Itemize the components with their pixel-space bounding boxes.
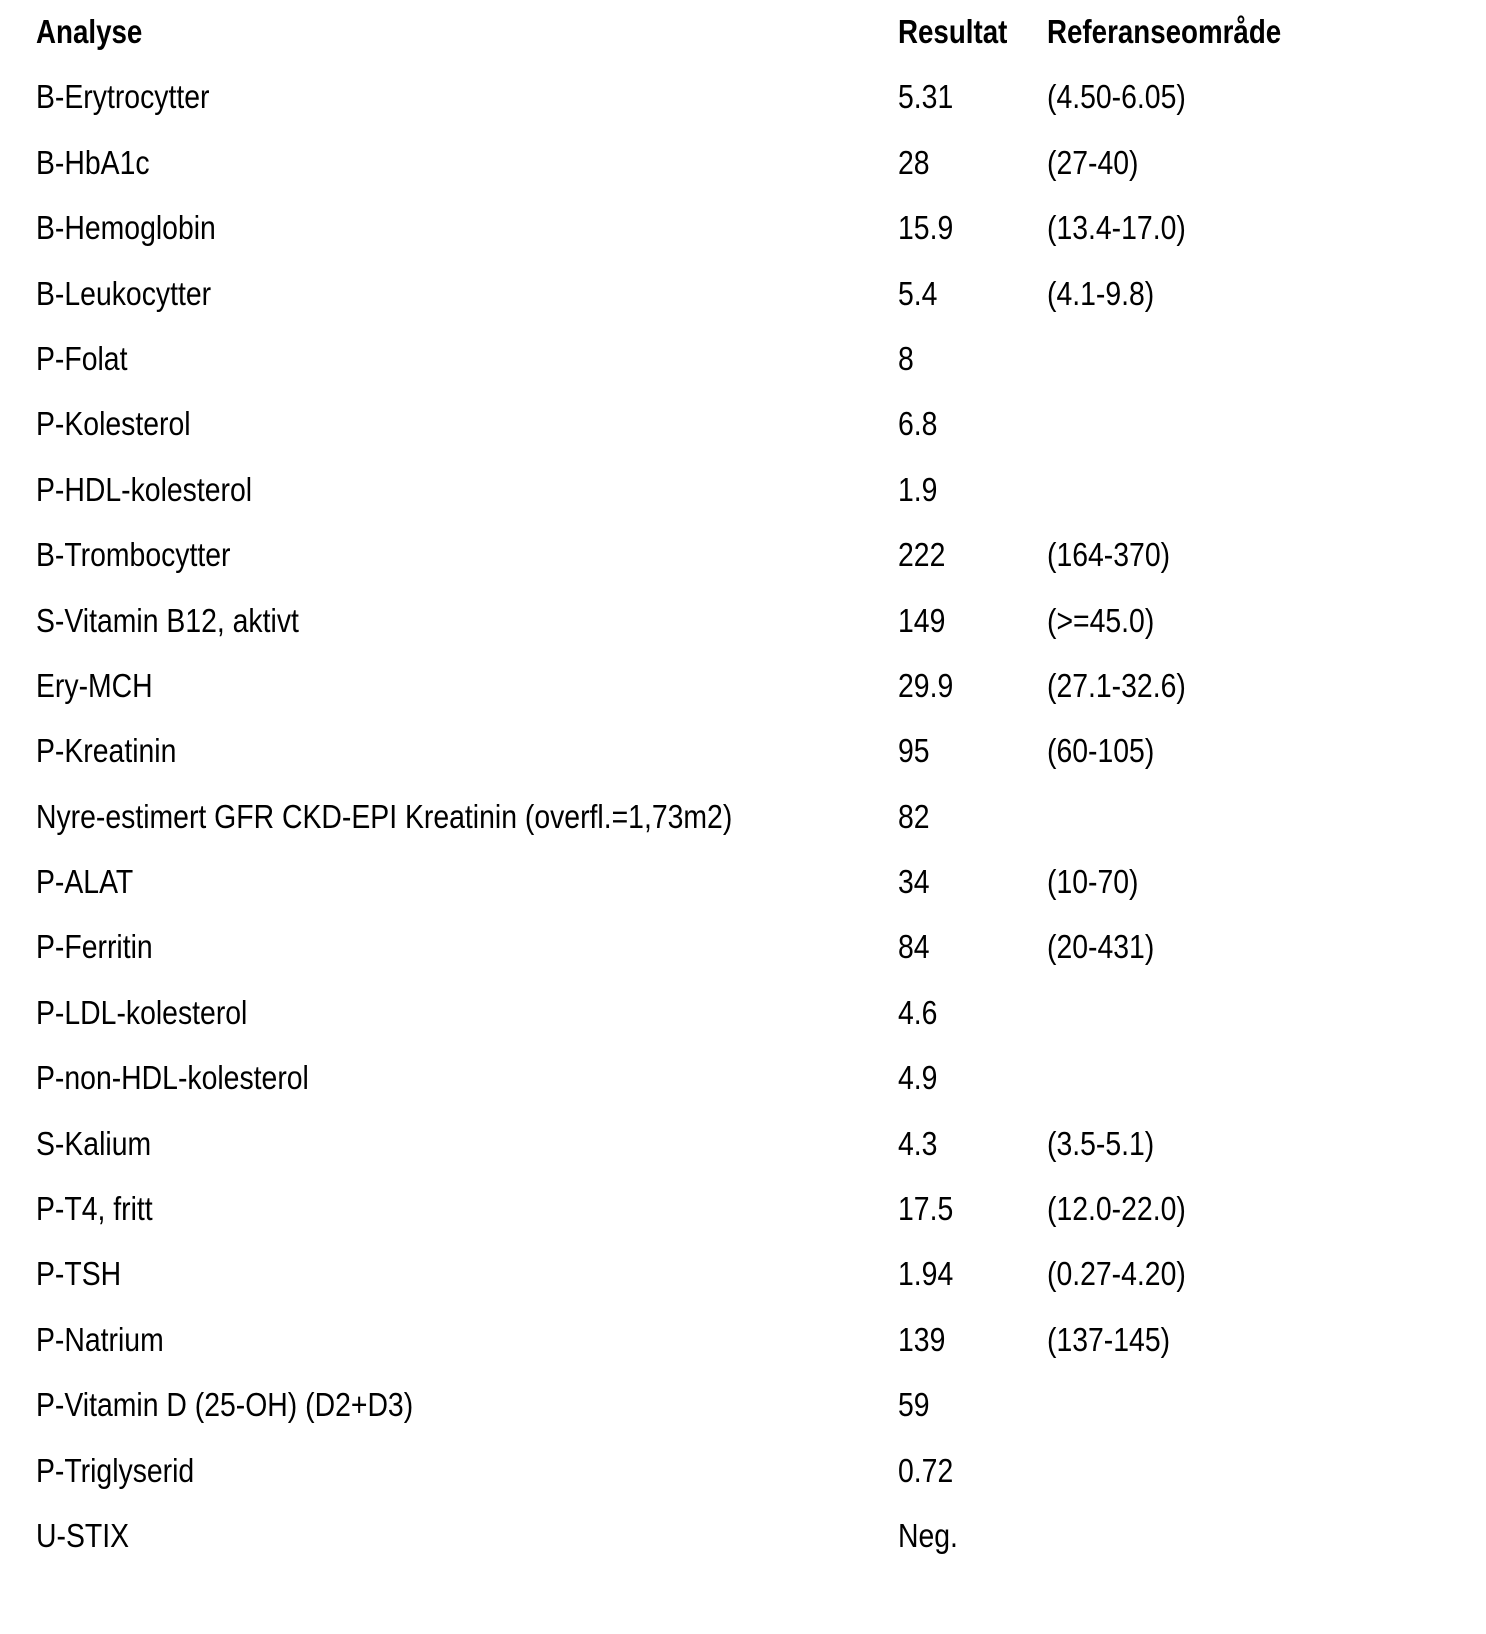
table-row [0,1112,1486,1177]
cell-analysis: P-Folat [36,339,128,377]
cell-analysis: Nyre-estimert GFR CKD-EPI Kreatinin (overfl.=1,73m2) [36,797,733,835]
cell-reference: (4.50-6.05) [1047,78,1186,116]
cell-reference: (13.4-17.0) [1047,209,1186,247]
table-row [0,131,1486,196]
cell-analysis: B-Erytrocytter [36,78,210,116]
cell-result: 17.5 [898,1190,954,1228]
cell-reference: (10-70) [1047,863,1139,901]
cell-analysis: Ery-MCH [36,666,153,704]
cell-result: 4.3 [898,1124,938,1162]
cell-result: 28 [898,143,930,181]
table-row [0,981,1486,1046]
cell-result: 82 [898,797,930,835]
cell-result: 1.94 [898,1255,954,1293]
cell-analysis: P-LDL-kolesterol [36,993,248,1031]
cell-analysis: P-Triglyserid [36,1451,195,1489]
table-row [0,1242,1486,1307]
cell-result: 4.6 [898,993,938,1031]
cell-analysis: P-Ferritin [36,928,153,966]
cell-result: 5.4 [898,274,938,312]
cell-result: 15.9 [898,209,954,247]
cell-reference: (164-370) [1047,536,1171,574]
table-row [0,654,1486,719]
cell-analysis: P-HDL-kolesterol [36,470,253,508]
header-reference: Referanseområde [1047,13,1282,50]
cell-analysis: P-non-HDL-kolesterol [36,1059,309,1097]
cell-analysis: B-Trombocytter [36,536,231,574]
table-row [0,719,1486,784]
table-row [0,1308,1486,1373]
cell-result: 139 [898,1320,946,1358]
cell-result: 0.72 [898,1451,954,1489]
cell-reference: (>=45.0) [1047,601,1155,639]
table-header-row [0,0,1486,65]
cell-result: 6.8 [898,405,938,443]
cell-result: 1.9 [898,470,938,508]
table-body [0,65,1486,1569]
cell-result: 222 [898,536,946,574]
cell-analysis: U-STIX [36,1516,130,1554]
cell-analysis: P-Natrium [36,1320,164,1358]
table-row [0,850,1486,915]
table-row [0,589,1486,654]
table-row [0,458,1486,523]
cell-analysis: S-Kalium [36,1124,152,1162]
cell-result: 29.9 [898,666,954,704]
table-row [0,523,1486,588]
cell-reference: (60-105) [1047,732,1155,770]
cell-analysis: P-T4, fritt [36,1190,153,1228]
table-row [0,915,1486,980]
header-result: Resultat [898,13,1008,50]
cell-result: 59 [898,1386,930,1424]
cell-analysis: P-Vitamin D (25-OH) (D2+D3) [36,1386,414,1424]
cell-result: 84 [898,928,930,966]
cell-reference: (3.5-5.1) [1047,1124,1155,1162]
cell-analysis: B-Hemoglobin [36,209,216,247]
cell-analysis: P-Kolesterol [36,405,191,443]
table-row [0,327,1486,392]
table-row [0,196,1486,261]
cell-reference: (4.1-9.8) [1047,274,1155,312]
cell-reference: (137-145) [1047,1320,1171,1358]
cell-reference: (20-431) [1047,928,1155,966]
cell-analysis: B-Leukocytter [36,274,212,312]
cell-reference: (27.1-32.6) [1047,666,1186,704]
table-row [0,65,1486,130]
table-row [0,1177,1486,1242]
cell-reference: (27-40) [1047,143,1139,181]
cell-result: Neg. [898,1516,958,1554]
table-row [0,1439,1486,1504]
cell-result: 5.31 [898,78,954,116]
cell-result: 4.9 [898,1059,938,1097]
cell-analysis: B-HbA1c [36,143,150,181]
table-row [0,1373,1486,1438]
cell-result: 95 [898,732,930,770]
cell-result: 34 [898,863,930,901]
table-row [0,262,1486,327]
table-row [0,1504,1486,1569]
table-row [0,392,1486,457]
cell-reference: (12.0-22.0) [1047,1190,1186,1228]
header-analysis: Analyse [36,13,143,50]
cell-analysis: P-ALAT [36,863,134,901]
table-row [0,1046,1486,1111]
cell-result: 8 [898,339,914,377]
cell-reference: (0.27-4.20) [1047,1255,1186,1293]
cell-result: 149 [898,601,946,639]
cell-analysis: P-Kreatinin [36,732,177,770]
cell-analysis: S-Vitamin B12, aktivt [36,601,299,639]
cell-analysis: P-TSH [36,1255,122,1293]
table-row [0,785,1486,850]
